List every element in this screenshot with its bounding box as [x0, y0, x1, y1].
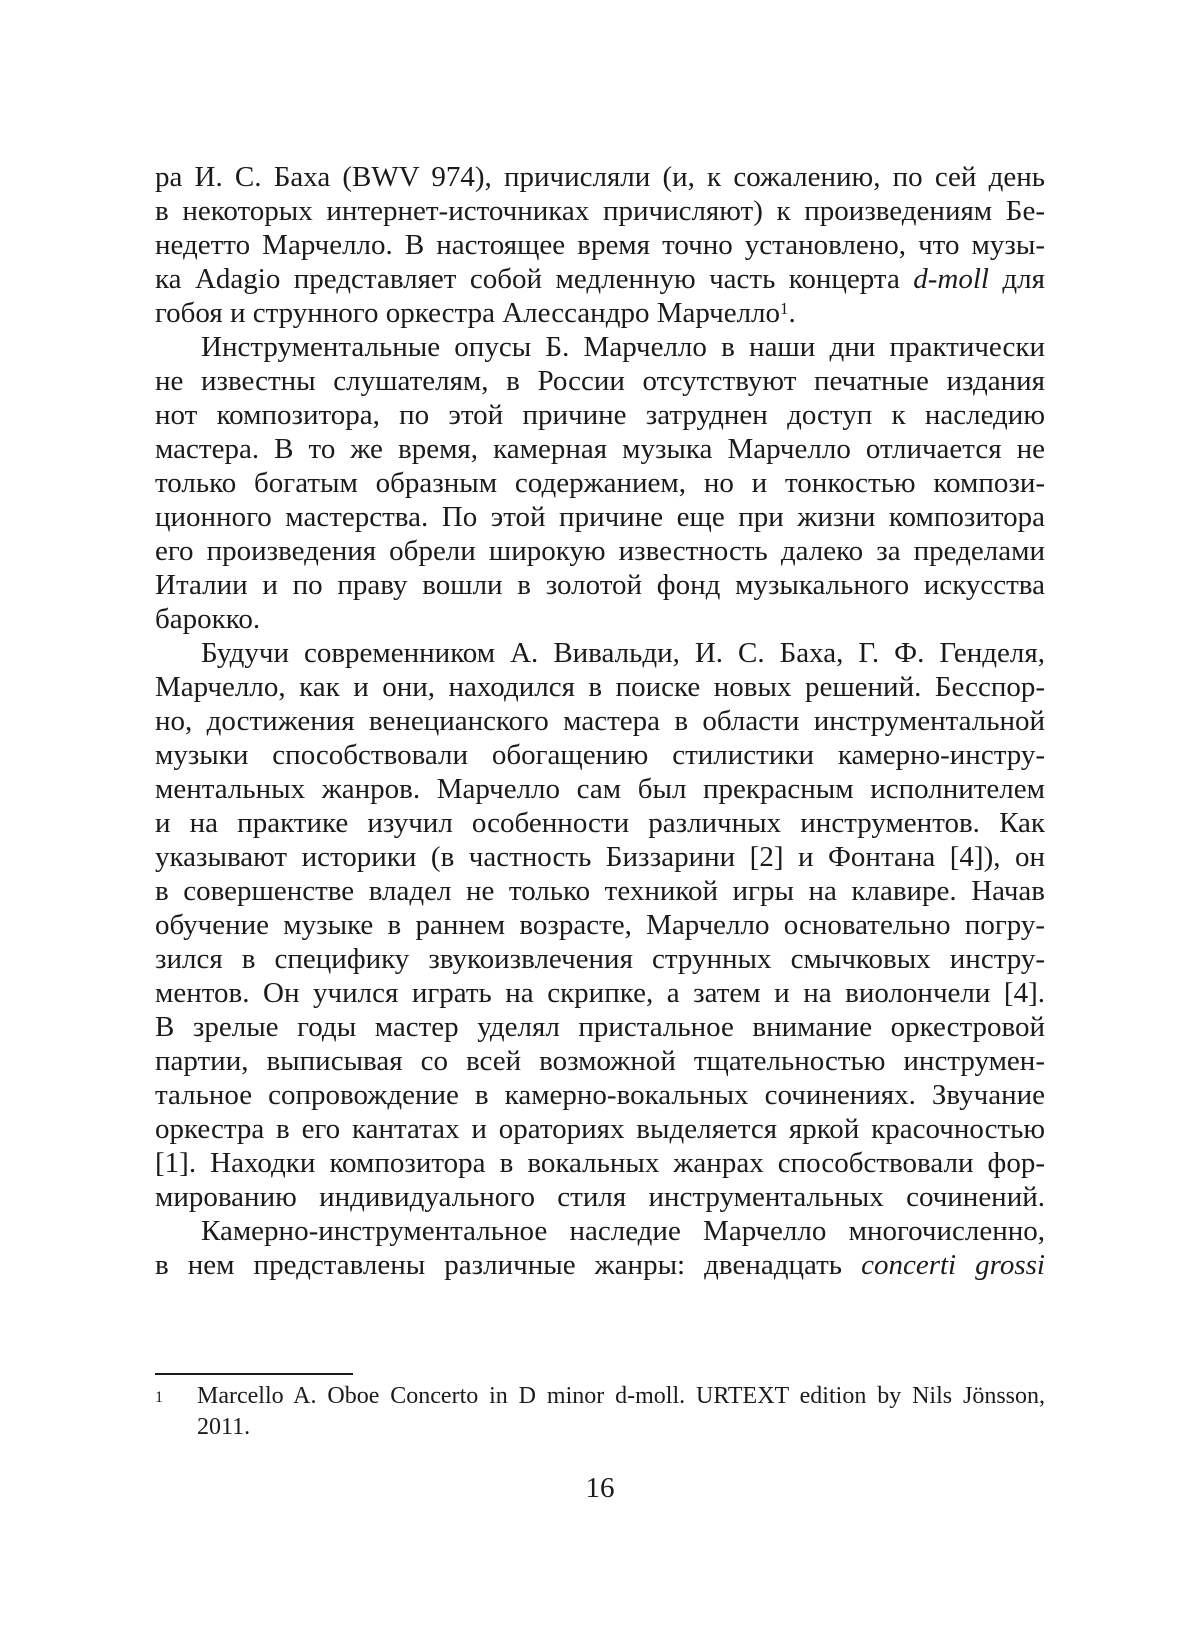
- text-line: [155, 1146, 1045, 1180]
- text-line: [155, 670, 1045, 704]
- text-segment: его произведения обрели широкую известность далеко за пределами: [155, 535, 1045, 567]
- text-line: [155, 500, 1045, 534]
- text-segment: мированию индивидуального стиля инструментальных сочинений.: [155, 1181, 1045, 1213]
- text-segment: .: [788, 297, 796, 329]
- text-segment: тальное сопровождение в камерно-вокальных сочинениях. Звучание: [155, 1079, 1045, 1111]
- text-segment: ка Adagio представляет собой медленную часть концерта: [155, 263, 914, 295]
- text-line: [155, 466, 1045, 500]
- text-line: [155, 1010, 1045, 1044]
- text-segment: ментов. Он учился играть на скрипке, а затем и на виолончели [4].: [155, 977, 1045, 1009]
- text-line: [155, 908, 1045, 942]
- text-line: [155, 330, 1045, 364]
- text-segment: гобоя и струнного оркестра Алессандро Марчелло: [155, 297, 781, 329]
- text-line: [155, 1248, 1045, 1282]
- text-segment: Будучи современником А. Вивальди, И. С. Баха, Г. Ф. Генделя,: [201, 637, 1045, 669]
- footnote-reference: 1: [780, 299, 789, 319]
- text-line: [155, 772, 1045, 806]
- text-segment: мастера. В то же время, камерная музыка Марчелло отличается не: [155, 433, 1045, 465]
- text-line: [155, 432, 1045, 466]
- text-line: [155, 602, 1045, 636]
- text-line: [155, 874, 1045, 908]
- text-segment: оркестра в его кантатах и ораториях выделяется яркой красочностью: [155, 1113, 1045, 1145]
- text-line: [155, 568, 1045, 602]
- text-line: [155, 1078, 1045, 1112]
- text-segment: Марчелло, как и они, находился в поиске новых решений. Бесспор-: [155, 671, 1045, 703]
- text-segment: concerti grossi: [861, 1249, 1045, 1281]
- text-line: [155, 194, 1045, 228]
- footnote-line: Marcello A. Oboe Concerto in D minor d-moll. URTEXT edition by Nils Jönsson,: [197, 1383, 1045, 1409]
- text-line: [155, 636, 1045, 670]
- text-segment: ментальных жанров. Марчелло сам был прекрасным исполнителем: [155, 773, 1045, 805]
- footnote-line: 2011.: [197, 1414, 251, 1440]
- text-line: [155, 704, 1045, 738]
- text-segment: зился в специфику звукоизвлечения струнных смычковых инстру-: [155, 943, 1045, 975]
- page-body-text: [155, 160, 1045, 1282]
- text-line: [155, 296, 1045, 330]
- text-segment: в нем представлены различные жанры: двенадцать: [155, 1249, 862, 1281]
- paragraph: [155, 1214, 1045, 1282]
- footnote-text: [197, 1381, 1045, 1443]
- text-segment: для: [988, 263, 1045, 295]
- text-segment: В зрелые годы мастер уделял пристальное внимание оркестровой: [155, 1011, 1045, 1043]
- text-line: [155, 160, 1045, 194]
- text-line: [155, 364, 1045, 398]
- footnote-marker: 1: [155, 1389, 163, 1406]
- paragraph: [155, 330, 1045, 636]
- text-segment: Камерно-инструментальное наследие Марчелло многочисленно,: [201, 1215, 1045, 1247]
- text-segment: только богатым образным содержанием, но и тонкостью компози-: [155, 467, 1045, 499]
- text-line: [155, 942, 1045, 976]
- text-segment: в совершенстве владел не только техникой игры на клавире. Начав: [155, 875, 1045, 907]
- text-segment: но, достижения венецианского мастера в области инструментальной: [155, 705, 1045, 737]
- text-segment: [1]. Находки композитора в вокальных жанрах способствовали фор-: [155, 1147, 1045, 1179]
- text-line: [155, 228, 1045, 262]
- text-segment: нот композитора, по этой причине затруднен доступ к наследию: [155, 399, 1045, 431]
- text-line: [155, 976, 1045, 1010]
- text-line: [155, 398, 1045, 432]
- paragraph: [155, 160, 1045, 330]
- text-segment: и на практике изучил особенности различных инструментов. Как: [155, 807, 1045, 839]
- text-line: [155, 1214, 1045, 1248]
- text-segment: Италии и по праву вошли в золотой фонд музыкального искусства: [155, 569, 1045, 601]
- text-line: [155, 534, 1045, 568]
- text-line: [155, 1112, 1045, 1146]
- text-segment: в некоторых интернет-источниках причисляют) к произведениям Бе-: [155, 195, 1045, 227]
- text-line: [155, 806, 1045, 840]
- text-segment: не известны слушателям, в России отсутствуют печатные издания: [155, 365, 1045, 397]
- text-segment: Инструментальные опусы Б. Марчелло в наши дни практически: [201, 331, 1045, 363]
- text-segment: барокко.: [155, 603, 261, 635]
- paragraph: [155, 636, 1045, 1214]
- text-line: [155, 1180, 1045, 1214]
- page-number: 16: [585, 1472, 615, 1504]
- text-line: [155, 840, 1045, 874]
- text-line: [155, 738, 1045, 772]
- text-segment: недетто Марчелло. В настоящее время точно установлено, что музы-: [155, 229, 1045, 261]
- text-line: [155, 262, 1045, 296]
- text-segment: d-moll: [913, 263, 989, 295]
- text-segment: партии, выписывая со всей возможной тщательностью инструмен-: [155, 1045, 1045, 1077]
- text-segment: ционного мастерства. По этой причине еще при жизни композитора: [155, 501, 1045, 533]
- text-segment: указывают историки (в частность Биззарини [2] и Фонтана [4]), он: [155, 841, 1045, 873]
- footnote: [155, 1381, 1045, 1443]
- footnote-separator-line: [155, 1373, 353, 1375]
- text-line: [155, 1044, 1045, 1078]
- text-segment: ра И. С. Баха (BWV 974), причисляли (и, к сожалению, по сей день: [155, 161, 1045, 193]
- text-segment: музыки способствовали обогащению стилистики камерно-инстру-: [155, 739, 1045, 771]
- text-segment: обучение музыке в раннем возрасте, Марчелло основательно погру-: [155, 909, 1045, 941]
